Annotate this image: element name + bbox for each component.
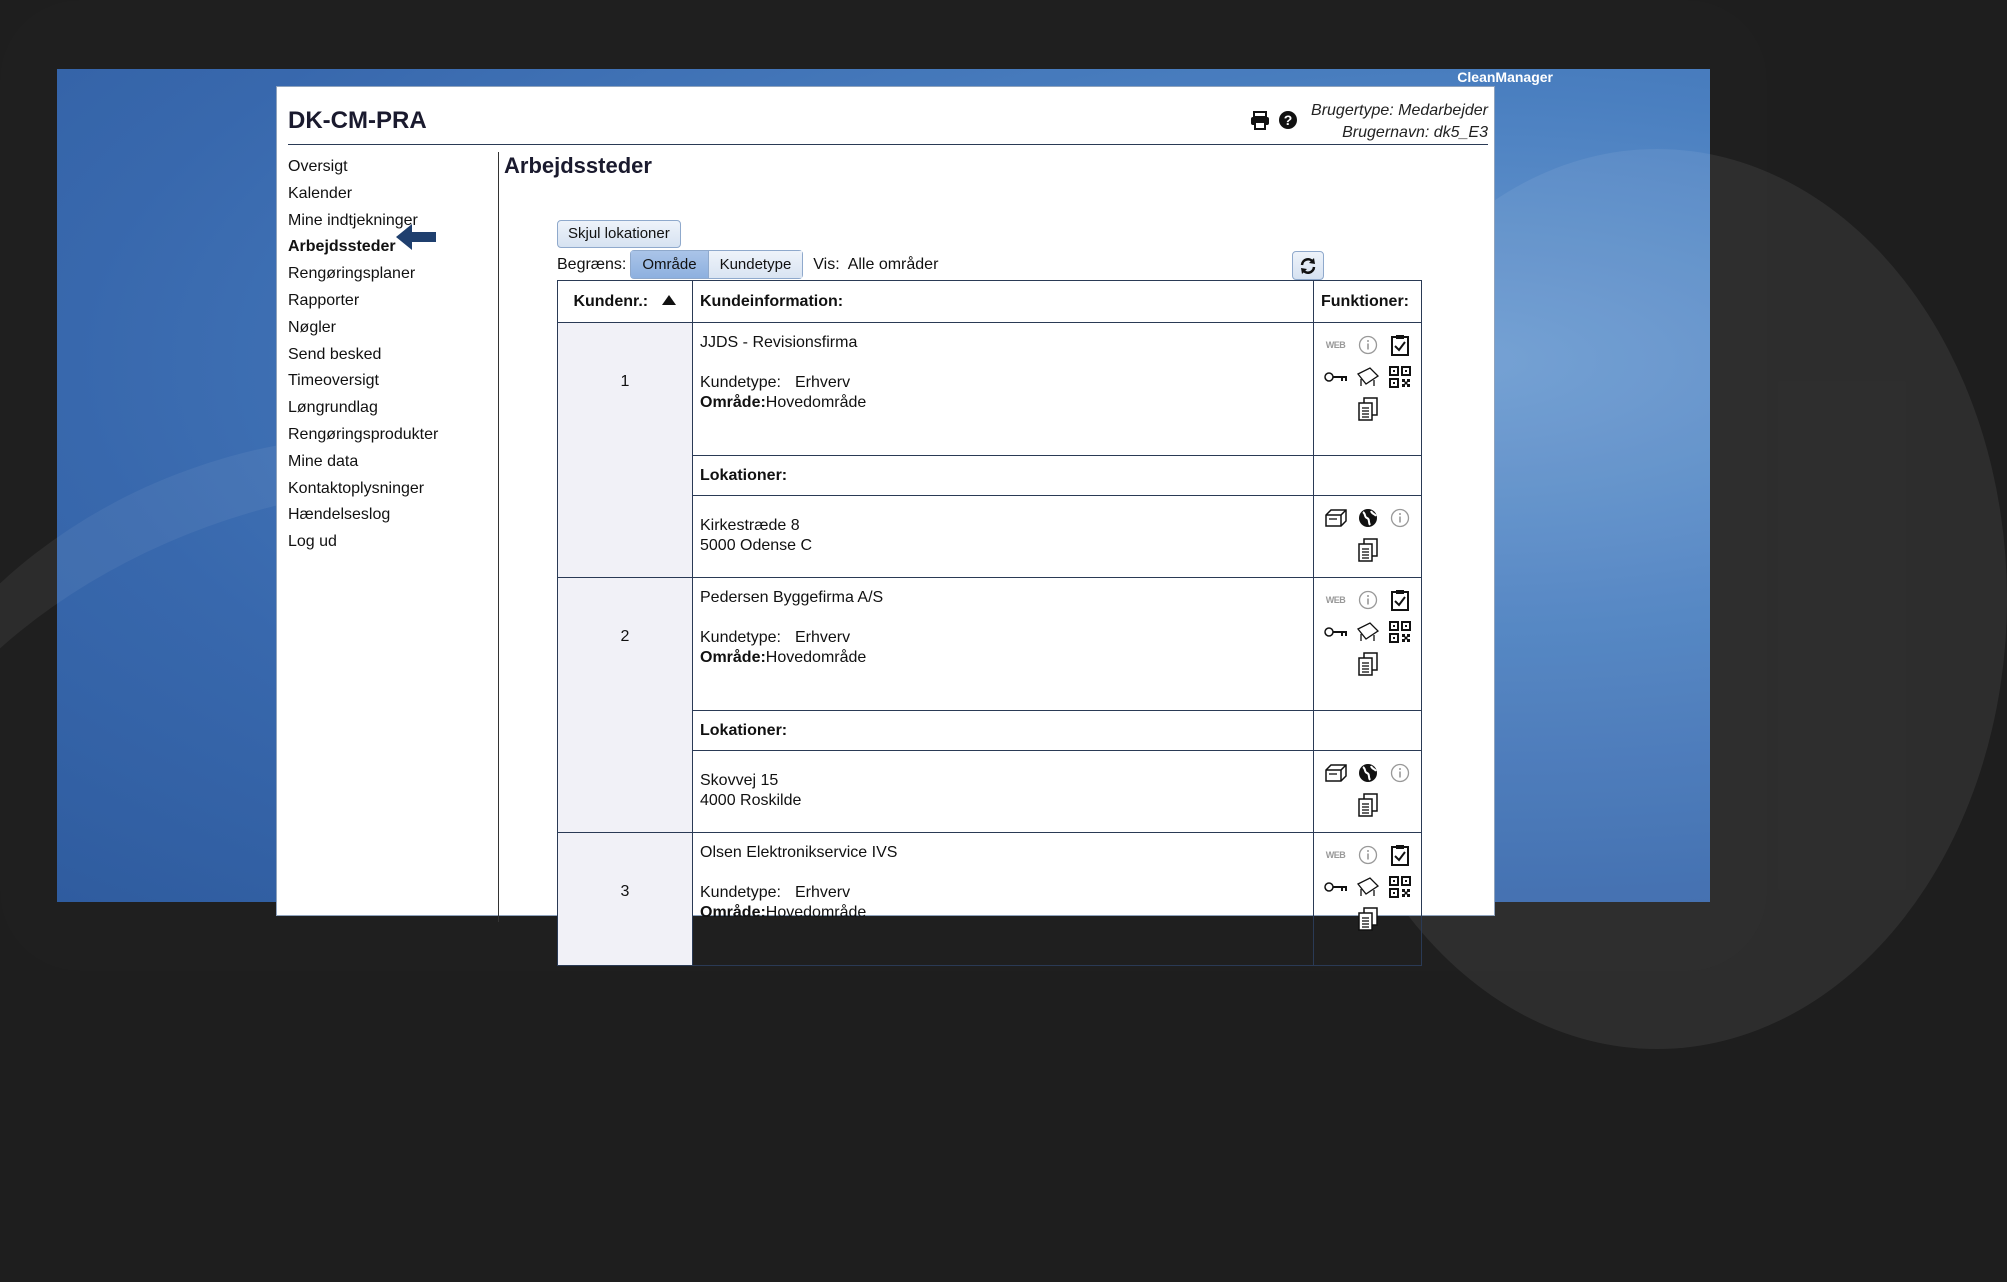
documents-icon[interactable] — [1356, 652, 1380, 676]
documents-icon[interactable] — [1356, 907, 1380, 931]
location-functions — [1314, 751, 1422, 833]
checklist-icon[interactable] — [1388, 588, 1412, 612]
key-icon[interactable] — [1324, 875, 1348, 899]
locations-label: Lokationer: — [693, 711, 1314, 751]
help-icon[interactable] — [1277, 109, 1299, 131]
documents-icon[interactable] — [1356, 397, 1380, 421]
floorplan-icon[interactable] — [1356, 620, 1380, 644]
page-title: Arbejdssteder — [504, 153, 652, 178]
checklist-icon[interactable] — [1388, 333, 1412, 357]
sidebar-item-8[interactable]: Timeoversigt — [288, 372, 379, 390]
locations-empty-cell — [1314, 456, 1422, 496]
customer-type-value: Erhverv — [795, 629, 851, 646]
sidebar-item-6[interactable]: Nøgler — [288, 318, 337, 336]
sidebar-item-7[interactable]: Send besked — [288, 345, 382, 363]
table-row — [558, 578, 1422, 711]
customer-area-label: Område: — [700, 904, 766, 921]
location-info-icon[interactable] — [1388, 761, 1412, 785]
web-icon[interactable]: WEB — [1325, 850, 1346, 860]
sidebar-item-9[interactable]: Løngrundlag — [288, 399, 378, 417]
qr-code-icon[interactable] — [1388, 620, 1412, 644]
location-city: 4000 Roskilde — [700, 792, 802, 809]
app-title: DK-CM-PRA — [288, 107, 427, 134]
info-icon[interactable] — [1356, 843, 1380, 867]
checklist-icon[interactable] — [1388, 843, 1412, 867]
web-icon[interactable]: WEB — [1325, 340, 1346, 350]
box-icon[interactable] — [1324, 506, 1348, 530]
key-icon[interactable] — [1324, 620, 1348, 644]
customer-area-value: Hovedområde — [765, 649, 867, 666]
sidebar-divider — [498, 152, 499, 922]
user-type: Brugertype: Medarbejder — [1311, 102, 1488, 119]
sidebar-item-11[interactable]: Mine data — [288, 452, 359, 470]
globe-icon[interactable] — [1356, 506, 1380, 530]
key-icon[interactable] — [1324, 365, 1348, 389]
location-city: 5000 Odense C — [700, 537, 813, 554]
customer-functions — [1314, 323, 1422, 456]
filter-segmented-control — [630, 250, 803, 279]
customer-area-label: Område: — [700, 649, 766, 666]
customer-area-label: Område: — [700, 394, 766, 411]
table-row — [558, 323, 1422, 456]
sidebar-item-12[interactable]: Kontaktoplysninger — [288, 479, 425, 497]
customer-type-value: Erhverv — [795, 884, 851, 901]
customers-table — [557, 280, 1422, 966]
sidebar-item-10[interactable]: Rengøringsprodukter — [288, 425, 439, 443]
location-info-icon[interactable] — [1388, 506, 1412, 530]
info-icon[interactable] — [1356, 333, 1380, 357]
customer-type-label: Kundetype: — [700, 629, 781, 646]
customer-functions — [1314, 578, 1422, 711]
customer-number: 3 — [558, 833, 693, 966]
customer-type-label: Kundetype: — [700, 884, 781, 901]
toolbar — [1249, 109, 1299, 131]
column-header-info: Kundeinformation: — [693, 281, 1314, 323]
qr-code-icon[interactable] — [1388, 365, 1412, 389]
show-value: Alle områder — [847, 255, 939, 273]
customer-name[interactable]: JJDS - Revisionsfirma — [700, 334, 858, 351]
location-street[interactable]: Kirkestræde 8 — [700, 517, 800, 534]
locations-empty-cell — [1314, 711, 1422, 751]
table-row — [558, 833, 1422, 966]
location-documents-icon[interactable] — [1356, 538, 1380, 562]
customer-type-label: Kundetype: — [700, 374, 781, 391]
sidebar-item-2[interactable]: Mine indtjekninger — [288, 211, 418, 229]
svg-text:?: ? — [1283, 112, 1293, 128]
customer-info — [693, 578, 1314, 711]
column-header-functions: Funktioner: — [1314, 281, 1422, 323]
customer-info — [693, 833, 1314, 966]
info-icon[interactable] — [1356, 588, 1380, 612]
location-street[interactable]: Skovvej 15 — [700, 772, 779, 789]
sidebar-nav — [288, 154, 438, 556]
customer-functions — [1314, 833, 1422, 966]
floorplan-icon[interactable] — [1356, 365, 1380, 389]
filter-bar — [557, 250, 938, 279]
location-address — [693, 496, 1314, 578]
location-address — [693, 751, 1314, 833]
filter-label: Begræns: — [557, 255, 627, 273]
user-name: Brugernavn: dk5_E3 — [1342, 124, 1488, 141]
sidebar-item-14[interactable]: Log ud — [288, 533, 337, 551]
box-icon[interactable] — [1324, 761, 1348, 785]
print-icon[interactable] — [1249, 109, 1271, 131]
hide-locations-button[interactable]: Skjul lokationer — [557, 220, 681, 248]
customer-name[interactable]: Pedersen Byggefirma A/S — [700, 589, 884, 606]
title-divider — [288, 144, 1488, 145]
locations-label: Lokationer: — [693, 456, 1314, 496]
qr-code-icon[interactable] — [1388, 875, 1412, 899]
user-info — [1311, 100, 1488, 144]
sort-ascending-icon — [661, 294, 677, 306]
customer-type-value: Erhverv — [795, 374, 851, 391]
filter-area-button[interactable]: Område — [631, 251, 707, 278]
brand-label: CleanManager — [1457, 69, 1553, 85]
customer-number: 2 — [558, 578, 693, 833]
location-documents-icon[interactable] — [1356, 793, 1380, 817]
customer-info — [693, 323, 1314, 456]
sidebar-item-4[interactable]: Rengøringsplaner — [288, 265, 416, 283]
customer-area-value: Hovedområde — [765, 394, 867, 411]
sidebar-item-5[interactable]: Rapporter — [288, 291, 360, 309]
arrow-pointer-icon — [396, 222, 436, 257]
customer-number: 1 — [558, 323, 693, 578]
sidebar-item-13[interactable]: Hændelseslog — [288, 506, 391, 524]
location-functions — [1314, 496, 1422, 578]
refresh-icon — [1299, 257, 1317, 275]
column-header-number[interactable]: Kundenr.: — [558, 281, 693, 323]
show-label: Vis: — [813, 255, 840, 273]
filter-customer-type-button[interactable]: Kundetype — [708, 251, 803, 278]
sidebar-item-1[interactable]: Kalender — [288, 184, 353, 202]
customer-area-value: Hovedområde — [765, 904, 867, 921]
web-icon[interactable]: WEB — [1325, 595, 1346, 605]
sidebar-item-0[interactable]: Oversigt — [288, 158, 348, 175]
desktop-background — [57, 69, 1710, 921]
sidebar-item-3[interactable]: Arbejdssteder — [288, 238, 396, 256]
customer-name[interactable]: Olsen Elektronikservice IVS — [700, 844, 898, 861]
globe-icon[interactable] — [1356, 761, 1380, 785]
refresh-button[interactable] — [1292, 251, 1324, 280]
table-header-row — [558, 281, 1422, 323]
floorplan-icon[interactable] — [1356, 875, 1380, 899]
app-window — [276, 86, 1495, 921]
